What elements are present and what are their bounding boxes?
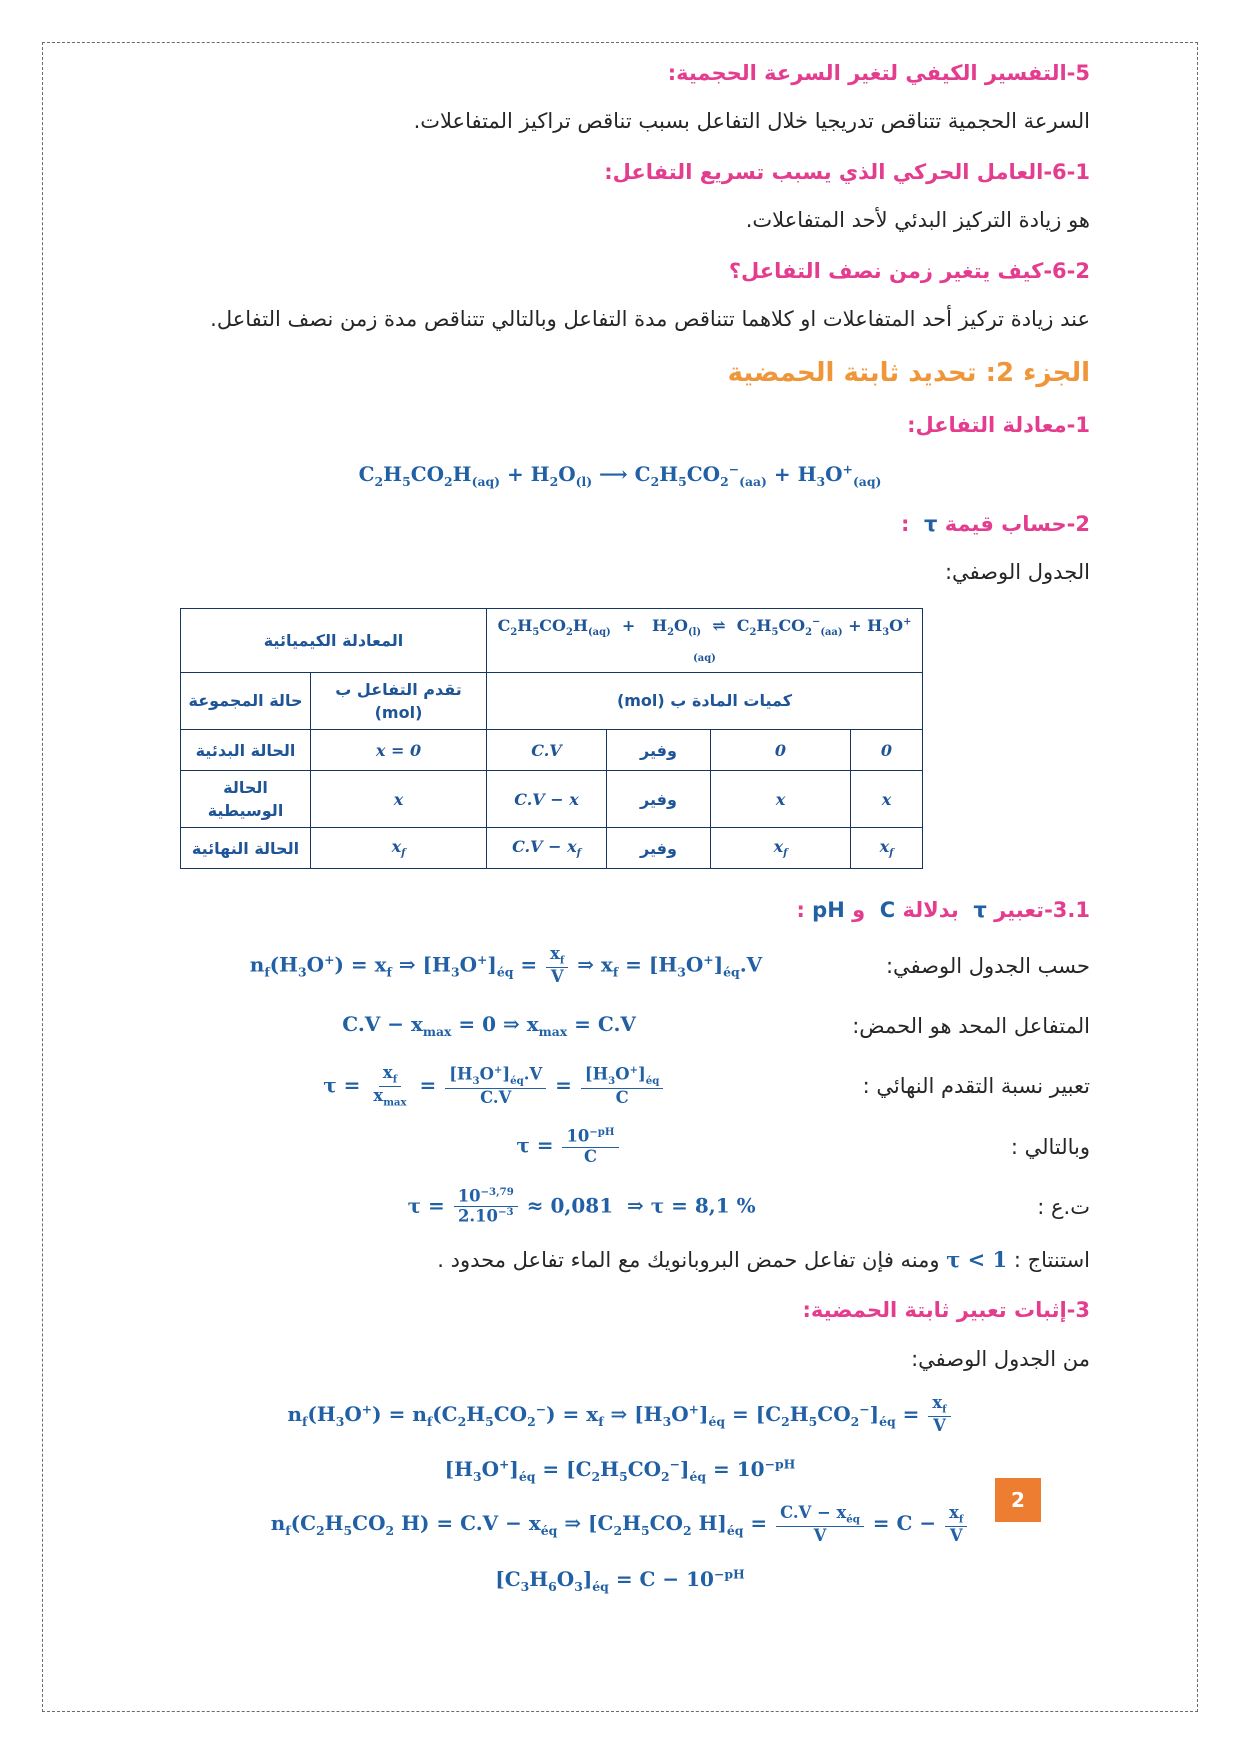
table-cell-amount: x	[851, 771, 923, 828]
tau-ph-formula: τ = $\frac{10^{-pH}}{C}$	[150, 1127, 987, 1166]
table-header-amounts: كميات المادة ب (mol)	[487, 672, 923, 729]
proof-formula-2: $[H_3O^+]_{éq} = [C_2H_5CO_2^-]_{éq} = 10^{-pH}$	[444, 1456, 796, 1484]
heading-kinetic-factor: 6-1-العامل الحركي الذي يسبب تسريع التفاعل:	[604, 159, 1090, 184]
table-row-headers	[181, 672, 923, 729]
paragraph-kinetic-factor: هو زيادة التركيز البدئي لأحد المتفاعلات.	[745, 208, 1090, 233]
table-cell-progress: x	[311, 771, 487, 828]
table-cell-progress: x = 0	[311, 730, 487, 771]
formula-line-numeric	[150, 1185, 1090, 1229]
reaction-equation-formula: $C_2H_5CO_2H_{(aq)} + H_2O_{(l)}$ ⟶ $C_2H_5CO_2^-_{(aa)} + H_3O^+_{(aq)}$	[358, 461, 882, 489]
reaction-equation-line	[150, 459, 1090, 491]
heading-part2-acidity-constant: الجزء 2: تحديد ثابتة الحمضية	[727, 357, 1090, 388]
formula-line-tau-ratio	[150, 1064, 1090, 1109]
document-content	[150, 58, 1090, 1614]
paragraph-half-time-change: عند زيادة تركيز أحد المتفاعلات او كلاهما تتناقص مدة التفاعل وبالتالي تتناقص مدة زمن نصف التفاعل.	[210, 307, 1090, 332]
heading-tau-expression: 3.1-تعبير τ بدلالة C و pH :	[796, 898, 1090, 923]
table-cell-state: الحالة الوسيطية	[181, 771, 311, 828]
table-cell-amount: 0	[851, 730, 923, 771]
heading-proof-acidity-constant: 3-إثبات تعبير ثابتة الحمضية:	[802, 1298, 1090, 1323]
table-cell-amount: $x_f$	[711, 828, 851, 869]
formula-line-nf	[150, 944, 1090, 988]
table-row-final	[181, 828, 923, 869]
proof-formula-line	[150, 1504, 1090, 1546]
proof-formula-4: $[C_3H_6O_3]_{éq} = C - 10^{-pH}$	[495, 1566, 745, 1594]
table-cell-state: الحالة البدئية	[181, 730, 311, 771]
table-equation-formula: $C_2H_5CO_2H_{(aq)} + H_2O_{(l)}$ ⇌ $C_2H_5CO_2^-_{(aa)} + H_3O^+_{(aq)}$	[487, 608, 923, 672]
table-cell-amount: x	[711, 771, 851, 828]
heading-reaction-equation: 1-معادلة التفاعل:	[907, 413, 1090, 438]
table-cell-amount: C.V − x	[487, 771, 607, 828]
formula-line-limiting	[150, 1004, 1090, 1048]
conclusion-rest: ومنه فإن تفاعل حمض البروبانويك مع الماء تفاعل محدود .	[437, 1247, 940, 1272]
heading-tau-calculation: 2-حساب قيمة τ :	[900, 511, 1090, 536]
table-cell-amount: وفير	[607, 771, 711, 828]
formula-label: المتفاعل المحد هو الحمض:	[852, 1013, 1090, 1038]
table-cell-amount: وفير	[607, 730, 711, 771]
paragraph-table-intro: الجدول الوصفي:	[944, 560, 1090, 585]
formula-label: وبالتالي :	[1010, 1134, 1090, 1159]
table-header-progress: تقدم التفاعل ب (mol)	[311, 672, 487, 729]
tau-less-than-one: τ < 1	[946, 1246, 1008, 1272]
page-number-badge: 2	[995, 1478, 1041, 1522]
proof-formula-1: $n_f(H_3O^+) = n_f(C_2H_5CO_2^-) = x_f$ ⇒ $[H_3O^+]_{éq} = [C_2H_5CO_2^-]_{éq}$ = $\frac{x_f}{V}$	[287, 1402, 952, 1426]
table-row-initial	[181, 730, 923, 771]
heading-half-time-change: 6-2-كيف يتغير زمن نصف التفاعل؟	[728, 258, 1090, 283]
table-cell-state: الحالة النهائية	[181, 828, 311, 869]
tau-ratio-formula: τ = $\frac{x_f}{x_{max}}$ = $\frac{[H_3O^+]_{éq}.V}{C.V}$ = $\frac{[H_3O^+]_{éq}}{C}$	[150, 1064, 839, 1109]
table-equation-label: المعادلة الكيميائية	[181, 608, 487, 672]
formula-line-tau-ph	[150, 1125, 1090, 1169]
proof-formula-line	[150, 1454, 1090, 1486]
conclusion-prefix: استنتاج :	[1007, 1247, 1090, 1272]
paragraph-from-table: من الجدول الوصفي:	[911, 1346, 1090, 1371]
avancement-table	[180, 608, 923, 870]
formula-label: ت.ع :	[1037, 1194, 1090, 1219]
proof-formula-line	[150, 1394, 1090, 1436]
table-header-state: حالة المجموعة	[181, 672, 311, 729]
conclusion-line	[150, 1245, 1090, 1275]
table-row-intermediate	[181, 771, 923, 828]
nf-h3o-formula: $n_f(H_3O^+) = x_f$ ⇒ $[H_3O^+]_{éq}$ = $\frac{x_f}{V}$ ⇒ $x_f = [H_3O^+]_{éq}.V$	[249, 944, 763, 986]
table-cell-amount: $C.V - x_f$	[487, 828, 607, 869]
heading-qualitative-explanation: 5-التفسير الكيفي لتغير السرعة الحجمية:	[667, 61, 1090, 85]
table-cell-amount: $x_f$	[851, 828, 923, 869]
table-row-equation	[181, 608, 923, 672]
formula-label: حسب الجدول الوصفي:	[885, 953, 1090, 978]
table-cell-amount: C.V	[487, 730, 607, 771]
proof-formula-3: $n_f(C_2H_5CO_2$ $H) = C.V - x_{éq}$ ⇒ [$C_2H_5CO_2$ $H]_{éq}$ = $\frac{C.V - x_{éq}}{V}$ = C − $\frac{x_f}{V}$	[271, 1511, 970, 1535]
tau-numeric-formula: τ = $\frac{10^{-3,79}}{2.10^{-3}}$ ≈ 0,081 ⇒ τ = 8,1 %	[407, 1186, 756, 1226]
limiting-reactant-formula: $C.V - x_{max} = 0$ ⇒ $x_{max} = C.V$	[342, 1012, 636, 1040]
table-cell-amount: 0	[711, 730, 851, 771]
formula-label: تعبير نسبة التقدم النهائي :	[862, 1074, 1090, 1099]
table-cell-progress: $x_f$	[311, 828, 487, 869]
table-cell-amount: وفير	[607, 828, 711, 869]
paragraph-volume-rate: السرعة الحجمية تتناقص تدريجيا خلال التفاعل بسبب تناقص تراكيز المتفاعلات.	[413, 109, 1090, 134]
proof-formula-line	[150, 1564, 1090, 1596]
